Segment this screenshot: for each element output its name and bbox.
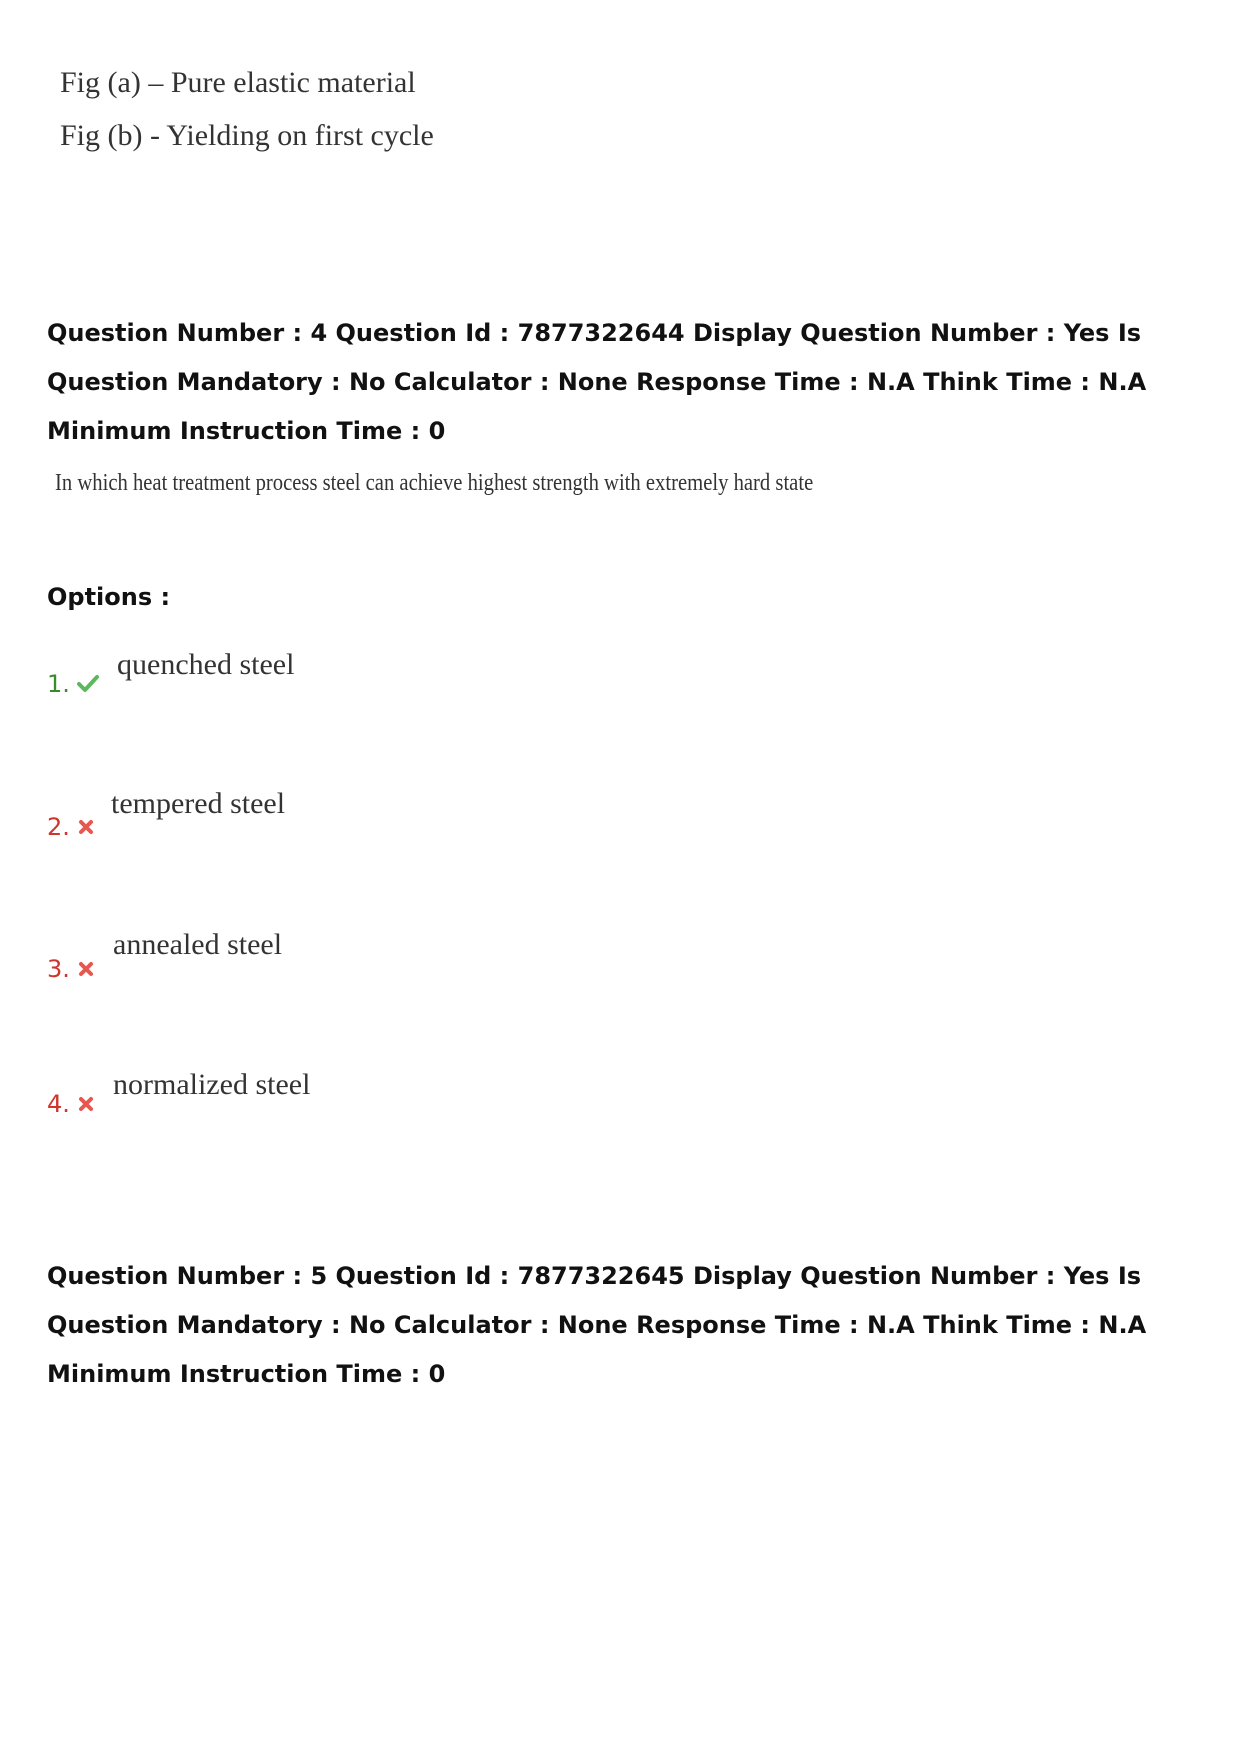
option-1[interactable]	[47, 648, 647, 708]
option-4[interactable]	[47, 1068, 647, 1128]
cross-icon	[77, 960, 95, 978]
question-4-text: In which heat treatment process steel can achieve highest strength with extremely hard state	[55, 470, 814, 496]
option-3[interactable]	[47, 928, 647, 988]
option-1-number: 1.	[47, 670, 70, 698]
option-4-number: 4.	[47, 1090, 70, 1118]
option-3-text: annealed steel	[113, 928, 283, 961]
option-2[interactable]	[47, 787, 647, 847]
option-1-text: quenched steel	[117, 648, 295, 681]
fig-b-note: Fig (b) - Yielding on first cycle	[60, 119, 434, 152]
question-4-meta: Question Number : 4 Question Id : 7877322644 Display Question Number : Yes Is Question Mandatory : No Calculator : None Response Time : N.A Think Time : N.A Minimum Instruction Time : 0	[47, 319, 1147, 445]
cross-icon	[77, 818, 95, 836]
fig-a-note: Fig (a) – Pure elastic material	[60, 66, 416, 99]
option-2-number: 2.	[47, 813, 70, 841]
figure-notes	[60, 56, 434, 162]
option-3-number: 3.	[47, 955, 70, 983]
cross-icon	[77, 1095, 95, 1113]
check-icon	[77, 672, 99, 694]
options-label: Options :	[47, 583, 171, 611]
option-4-text: normalized steel	[113, 1068, 311, 1101]
option-2-text: tempered steel	[111, 787, 286, 820]
question-5-meta: Question Number : 5 Question Id : 7877322645 Display Question Number : Yes Is Question Mandatory : No Calculator : None Response Time : N.A Think Time : N.A Minimum Instruction Time : 0	[47, 1262, 1147, 1388]
